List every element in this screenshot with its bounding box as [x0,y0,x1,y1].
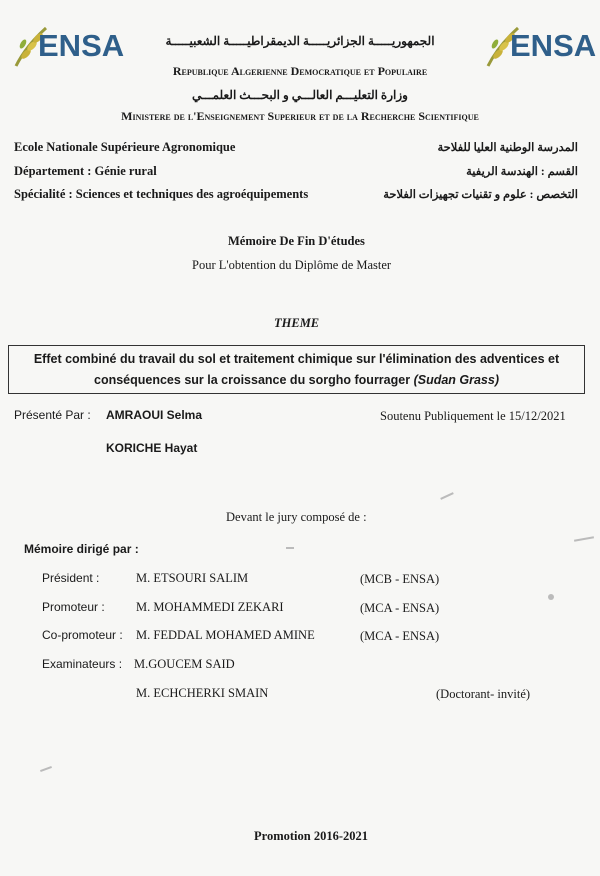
theme-line-2 [9,373,584,387]
theme-line-2-text: conséquences sur la croissance du sorgho fourrager [94,373,411,387]
jury-grade: (MCA - ENSA) [360,629,440,643]
jury-role: Président : [42,571,100,585]
directed-by: Mémoire dirigé par : [24,542,139,556]
promotion: Promotion 2016-2021 [254,829,368,843]
speciality-ar: التخصص : علوم و تقنيات تجهيزات الفلاحة [383,189,578,201]
presented-label: Présenté Par : [14,408,91,422]
jury-name: M. ETSOURI SALIM [136,571,249,585]
theme-box [8,345,585,394]
ministry-title: Ministere de l'Enseignement Superieur et de la Recherche Scientifique [121,109,479,123]
scan-speck [40,766,52,772]
jury-name: M.GOUCEM SAID [134,657,235,671]
logo-text: ENSA [510,28,597,63]
department-ar: القسم : الهندسة الريفية [466,166,578,178]
jury-role: Promoteur : [42,600,105,614]
theme-line-2-italic: (Sudan Grass) [413,373,499,387]
jury-grade: (MCA - ENSA) [360,601,440,615]
jury-intro: Devant le jury composé de : [226,510,367,524]
republic-title: Republique Algerienne Democratique et Populaire [172,64,428,78]
arabic-ministry-title: وزارة التعليـــم العالـــي و البحـــث العلمـــي [192,88,408,102]
scan-speck [440,492,454,500]
jury-name: M. ECHCHERKI SMAIN [136,686,269,700]
jury-grade: (MCB - ENSA) [360,572,440,586]
jury-name: M. MOHAMMEDI ZEKARI [136,600,284,614]
defense-date: Soutenu Publiquement le 15/12/2021 [380,409,566,423]
school-name-ar: المدرسة الوطنية العليا للفلاحة [437,142,578,154]
author-2: KORICHE Hayat [106,441,198,455]
memoire-title: Mémoire De Fin D'études [228,234,365,248]
scan-speck [286,547,294,549]
jury-role: Co-promoteur : [42,628,123,642]
jury-name: M. FEDDAL MOHAMED AMINE [136,628,315,642]
memoire-subtitle: Pour L'obtention du Diplôme de Master [192,258,392,272]
theme-label: THEME [274,316,320,330]
arabic-republic-title: الجمهوريـــــة الجزائريـــــة الديمقراطيـــــة الشعبيـــــة [165,34,435,48]
speciality-fr: Spécialité : Sciences et techniques des agroéquipements [14,187,309,201]
author-1: AMRAOUI Selma [106,408,203,422]
jury-grade: (Doctorant- invité) [436,687,531,701]
scan-speck [574,536,594,541]
scan-speck [548,594,554,600]
department-fr: Département : Génie rural [14,164,157,178]
school-name-fr: Ecole Nationale Supérieure Agronomique [14,140,236,154]
jury-role: Examinateurs : [42,657,123,671]
logo-text: ENSA [38,28,125,63]
theme-line-1: Effet combiné du travail du sol et traitement chimique sur l'élimination des adventices et [33,352,560,366]
